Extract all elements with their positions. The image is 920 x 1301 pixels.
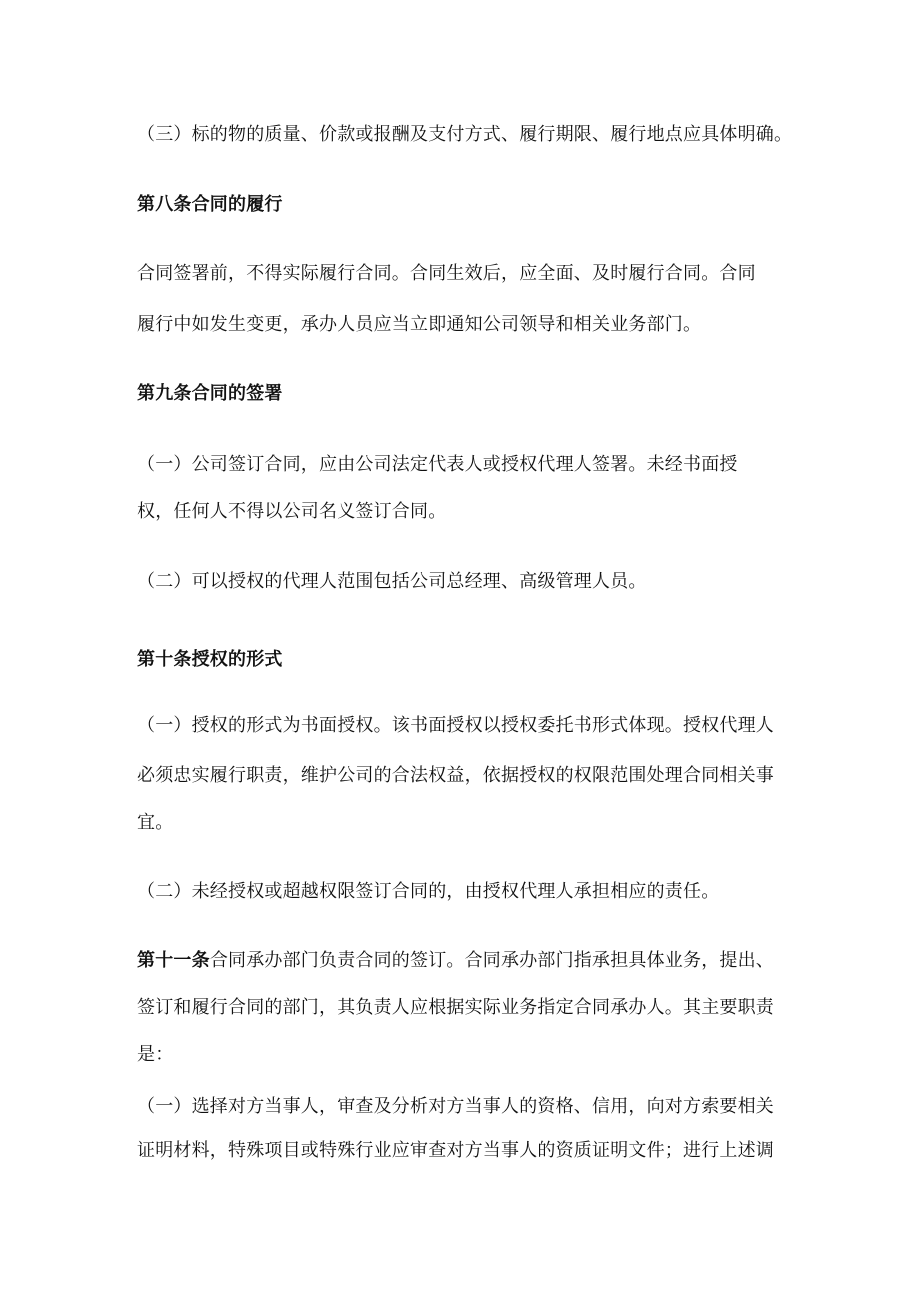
- paragraph-line: 签订和履行合同的部门，其负责人应根据实际业务指定合同承办人。其主要职责: [137, 997, 774, 1018]
- paragraph-text: 合同承办部门负责合同的签订。合同承办部门指承担具体业务，提出、: [209, 950, 775, 971]
- article-11-heading: 第十一条: [137, 950, 210, 971]
- article-10-heading: 第十条授权的形式: [137, 649, 283, 670]
- article-8-heading: 第八条合同的履行: [137, 194, 283, 215]
- paragraph-line: （二）未经授权或超越权限签订合同的，由授权代理人承担相应的责任。: [137, 881, 720, 902]
- article-11-first-line: [137, 949, 774, 973]
- paragraph-line: （二）可以授权的代理人范围包括公司总经理、高级管理人员。: [137, 571, 647, 592]
- article-9-heading: 第九条合同的签署: [137, 383, 283, 404]
- paragraph-line: 宜。: [137, 812, 174, 833]
- paragraph-line: （一）授权的形式为书面授权。该书面授权以授权委托书形式体现。授权代理人: [137, 715, 774, 736]
- paragraph-line: 是：: [137, 1044, 174, 1065]
- paragraph-line: 履行中如发生变更，承办人员应当立即通知公司领导和相关业务部门。: [137, 314, 702, 335]
- paragraph-line: 必须忠实履行职责，维护公司的合法权益，依据授权的权限范围处理合同相关事: [137, 765, 774, 786]
- paragraph-line: （三）标的物的质量、价款或报酬及支付方式、履行期限、履行地点应具体明确。: [137, 124, 793, 145]
- paragraph-line: （一）公司签订合同，应由公司法定代表人或授权代理人签署。未经书面授: [137, 454, 738, 475]
- paragraph-line: （一）选择对方当事人，审查及分析对方当事人的资格、信用，向对方索要相关: [137, 1096, 774, 1117]
- paragraph-line: 证明材料，特殊项目或特殊行业应审查对方当事人的资质证明文件；进行上述调: [137, 1140, 774, 1161]
- paragraph-line: 合同签署前，不得实际履行合同。合同生效后，应全面、及时履行合同。合同: [137, 263, 756, 284]
- paragraph-line: 权，任何人不得以公司名义签订合同。: [137, 501, 447, 522]
